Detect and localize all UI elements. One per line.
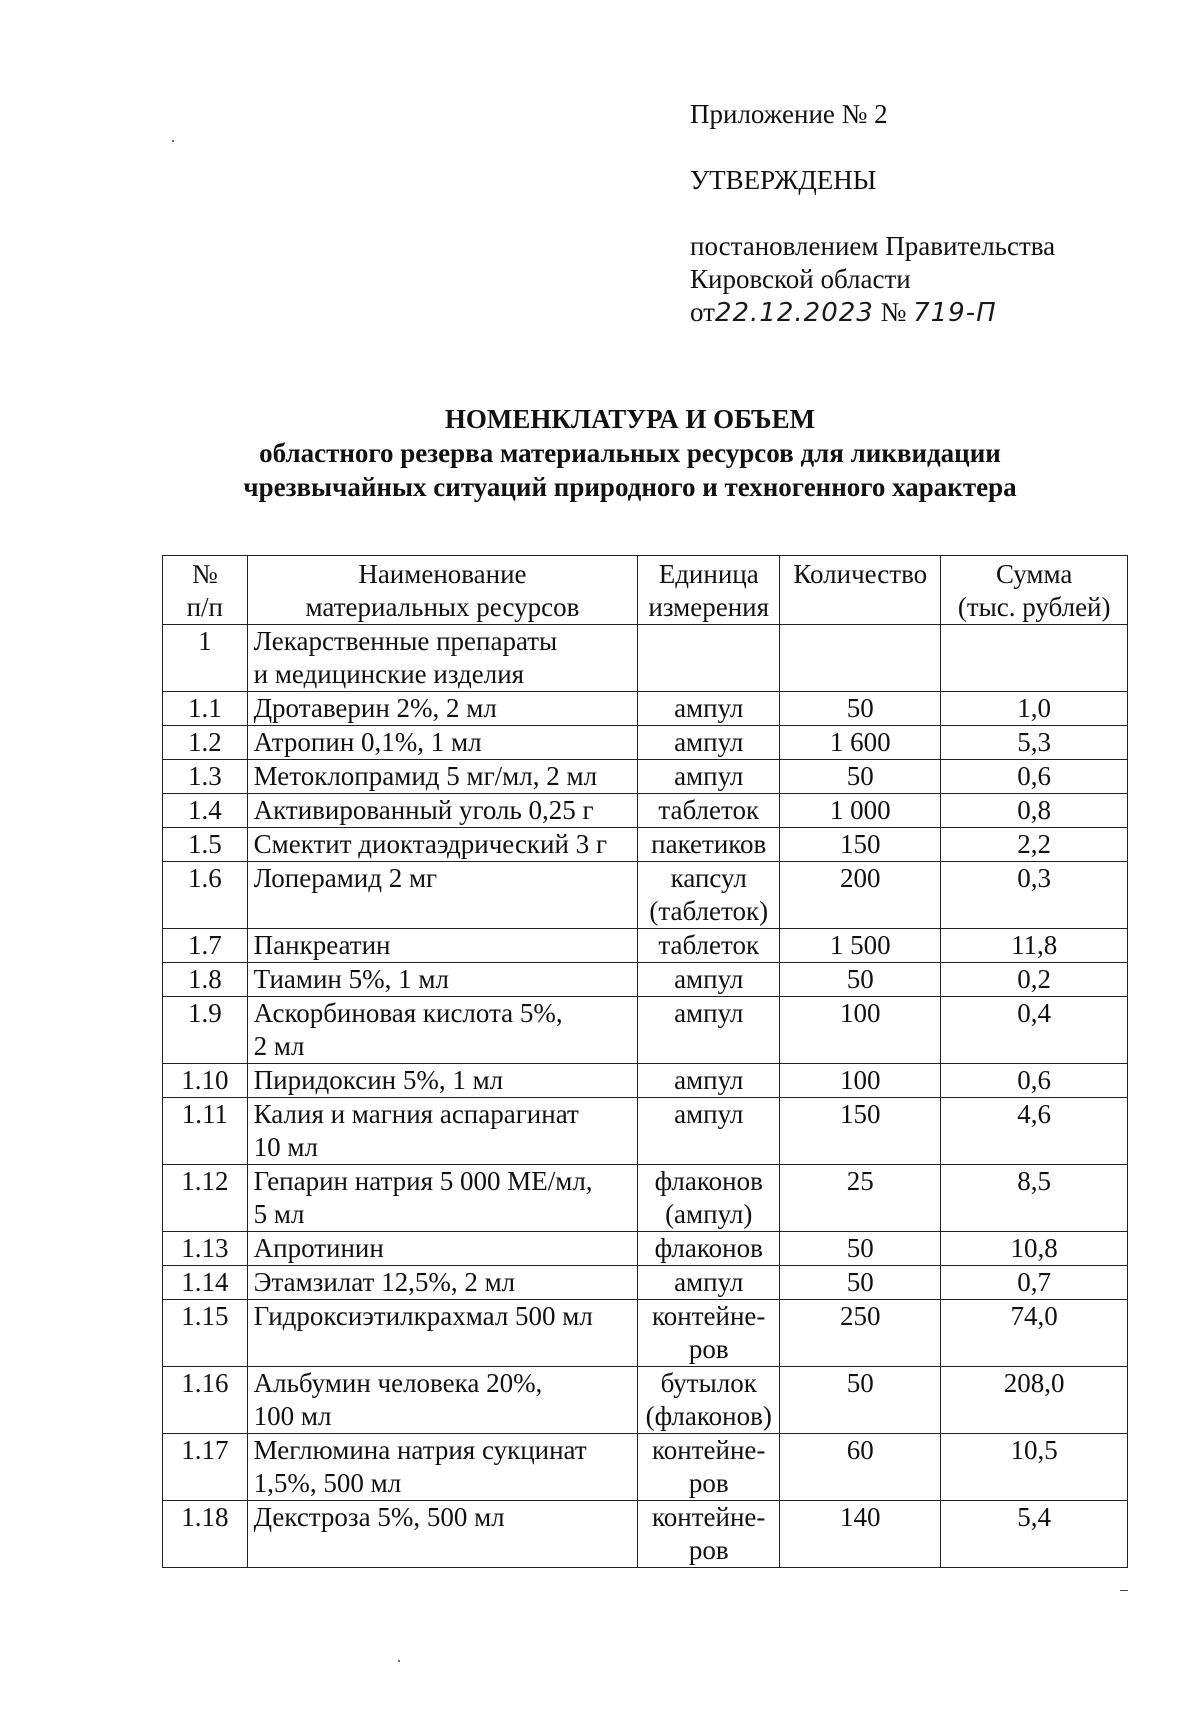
cell-name: Атропин 0,1%, 1 мл bbox=[247, 726, 638, 760]
scan-speck bbox=[1120, 1590, 1128, 1591]
cell-unit: таблеток bbox=[638, 929, 780, 963]
table-row bbox=[163, 1434, 1128, 1501]
cell-unit: капсул (таблеток) bbox=[638, 862, 780, 929]
table-row bbox=[163, 1501, 1128, 1568]
cell-name: Смектит диоктаэдрический 3 г bbox=[247, 828, 638, 862]
table-row bbox=[163, 862, 1128, 929]
cell-name: Гепарин натрия 5 000 МЕ/мл, 5 мл bbox=[247, 1165, 638, 1232]
cell-sum: 208,0 bbox=[941, 1367, 1128, 1434]
cell-qty: 1 000 bbox=[780, 794, 941, 828]
cell-qty: 1 600 bbox=[780, 726, 941, 760]
cell-qty: 50 bbox=[780, 963, 941, 997]
table-row bbox=[163, 997, 1128, 1064]
cell-num: 1.11 bbox=[163, 1098, 248, 1165]
document-title bbox=[0, 402, 1200, 504]
cell-name: Активированный уголь 0,25 г bbox=[247, 794, 638, 828]
number-prefix: № bbox=[880, 297, 907, 327]
cell-qty: 250 bbox=[780, 1300, 941, 1367]
appendix-label: Приложение № 2 bbox=[690, 99, 888, 129]
cell-sum: 5,3 bbox=[941, 726, 1128, 760]
title-sub-line-2: чрезвычайных ситуаций природного и техногенного характера bbox=[243, 472, 1017, 502]
table-row bbox=[163, 1165, 1128, 1232]
cell-sum: 4,6 bbox=[941, 1098, 1128, 1165]
header-unit: Единица измерения bbox=[638, 556, 780, 625]
cell-num: 1.17 bbox=[163, 1434, 248, 1501]
table-row bbox=[163, 1098, 1128, 1165]
scan-speck bbox=[172, 140, 174, 142]
cell-num: 1.10 bbox=[163, 1064, 248, 1098]
cell-unit: ампул bbox=[638, 726, 780, 760]
cell-qty: 50 bbox=[780, 692, 941, 726]
cell-num: 1.12 bbox=[163, 1165, 248, 1232]
table-header-row bbox=[163, 556, 1128, 625]
cell-sum: 11,8 bbox=[941, 929, 1128, 963]
cell-unit: флаконов (ампул) bbox=[638, 1165, 780, 1232]
table-row bbox=[163, 1367, 1128, 1434]
table-row bbox=[163, 1064, 1128, 1098]
cell-name: Метоклопрамид 5 мг/мл, 2 мл bbox=[247, 760, 638, 794]
cell-num: 1.13 bbox=[163, 1232, 248, 1266]
cell-qty: 100 bbox=[780, 1064, 941, 1098]
cell-name: Лекарственные препараты и медицинские изделия bbox=[247, 625, 638, 692]
cell-sum: 0,4 bbox=[941, 997, 1128, 1064]
cell-unit: ампул bbox=[638, 963, 780, 997]
cell-sum: 5,4 bbox=[941, 1501, 1128, 1568]
cell-unit: контейне- ров bbox=[638, 1434, 780, 1501]
cell-sum bbox=[941, 625, 1128, 692]
cell-sum: 2,2 bbox=[941, 828, 1128, 862]
table-row bbox=[163, 963, 1128, 997]
cell-num: 1.8 bbox=[163, 963, 248, 997]
table-row bbox=[163, 929, 1128, 963]
decree-line-1: постановлением Правительства bbox=[690, 231, 1056, 261]
approved-label: УТВЕРЖДЕНЫ bbox=[690, 165, 877, 195]
cell-name: Пиридоксин 5%, 1 мл bbox=[247, 1064, 638, 1098]
cell-name: Меглюмина натрия сукцинат 1,5%, 500 мл bbox=[247, 1434, 638, 1501]
cell-sum: 0,8 bbox=[941, 794, 1128, 828]
cell-qty: 140 bbox=[780, 1501, 941, 1568]
cell-unit: флаконов bbox=[638, 1232, 780, 1266]
cell-name: Панкреатин bbox=[247, 929, 638, 963]
cell-sum: 0,3 bbox=[941, 862, 1128, 929]
cell-name: Аскорбиновая кислота 5%, 2 мл bbox=[247, 997, 638, 1064]
cell-unit: контейне- ров bbox=[638, 1501, 780, 1568]
table-row bbox=[163, 1266, 1128, 1300]
date-prefix: от bbox=[690, 297, 715, 327]
cell-unit: бутылок (флаконов) bbox=[638, 1367, 780, 1434]
handwritten-date: 22.12.2023 bbox=[714, 298, 874, 328]
decree-line-2: Кировской области bbox=[690, 264, 911, 294]
decree-date-line bbox=[690, 296, 1130, 330]
cell-qty: 25 bbox=[780, 1165, 941, 1232]
cell-qty: 1 500 bbox=[780, 929, 941, 963]
cell-qty: 50 bbox=[780, 1367, 941, 1434]
cell-num: 1.4 bbox=[163, 794, 248, 828]
resources-table bbox=[162, 555, 1128, 1568]
scan-speck bbox=[398, 1660, 400, 1662]
cell-num: 1.18 bbox=[163, 1501, 248, 1568]
cell-unit bbox=[638, 625, 780, 692]
title-main: НОМЕНКЛАТУРА И ОБЪЕМ bbox=[444, 404, 816, 434]
cell-sum: 0,7 bbox=[941, 1266, 1128, 1300]
table-row bbox=[163, 625, 1128, 692]
cell-sum: 8,5 bbox=[941, 1165, 1128, 1232]
cell-num: 1.1 bbox=[163, 692, 248, 726]
cell-unit: ампул bbox=[638, 1266, 780, 1300]
cell-qty: 50 bbox=[780, 1232, 941, 1266]
cell-sum: 10,8 bbox=[941, 1232, 1128, 1266]
cell-qty: 60 bbox=[780, 1434, 941, 1501]
handwritten-number: 719-П bbox=[913, 298, 997, 328]
cell-unit: ампул bbox=[638, 760, 780, 794]
cell-sum: 10,5 bbox=[941, 1434, 1128, 1501]
cell-name: Декстроза 5%, 500 мл bbox=[247, 1501, 638, 1568]
cell-sum: 0,2 bbox=[941, 963, 1128, 997]
cell-qty: 200 bbox=[780, 862, 941, 929]
cell-qty: 50 bbox=[780, 760, 941, 794]
cell-sum: 0,6 bbox=[941, 1064, 1128, 1098]
cell-unit: таблеток bbox=[638, 794, 780, 828]
cell-name: Лоперамид 2 мг bbox=[247, 862, 638, 929]
cell-unit: ампул bbox=[638, 1098, 780, 1165]
table-row bbox=[163, 828, 1128, 862]
cell-name: Апротинин bbox=[247, 1232, 638, 1266]
cell-num: 1.7 bbox=[163, 929, 248, 963]
cell-unit: пакетиков bbox=[638, 828, 780, 862]
table-row bbox=[163, 794, 1128, 828]
cell-unit: контейне- ров bbox=[638, 1300, 780, 1367]
table-row bbox=[163, 760, 1128, 794]
approval-block bbox=[690, 98, 1130, 330]
cell-num: 1.15 bbox=[163, 1300, 248, 1367]
cell-name: Гидроксиэтилкрахмал 500 мл bbox=[247, 1300, 638, 1367]
table-row bbox=[163, 1300, 1128, 1367]
cell-qty: 50 bbox=[780, 1266, 941, 1300]
cell-unit: ампул bbox=[638, 692, 780, 726]
table-row bbox=[163, 1232, 1128, 1266]
cell-sum: 1,0 bbox=[941, 692, 1128, 726]
cell-qty bbox=[780, 625, 941, 692]
cell-name: Калия и магния аспарагинат 10 мл bbox=[247, 1098, 638, 1165]
table-row bbox=[163, 692, 1128, 726]
cell-name: Тиамин 5%, 1 мл bbox=[247, 963, 638, 997]
cell-unit: ампул bbox=[638, 997, 780, 1064]
title-sub-line-1: областного резерва материальных ресурсов для ликвидации bbox=[259, 438, 1001, 468]
cell-sum: 0,6 bbox=[941, 760, 1128, 794]
cell-num: 1.16 bbox=[163, 1367, 248, 1434]
header-name: Наименование материальных ресурсов bbox=[247, 556, 638, 625]
cell-unit: ампул bbox=[638, 1064, 780, 1098]
cell-name: Этамзилат 12,5%, 2 мл bbox=[247, 1266, 638, 1300]
cell-qty: 150 bbox=[780, 1098, 941, 1165]
table-body bbox=[163, 625, 1128, 1568]
cell-num: 1.9 bbox=[163, 997, 248, 1064]
cell-num: 1 bbox=[163, 625, 248, 692]
cell-qty: 150 bbox=[780, 828, 941, 862]
cell-qty: 100 bbox=[780, 997, 941, 1064]
cell-num: 1.6 bbox=[163, 862, 248, 929]
table-row bbox=[163, 726, 1128, 760]
cell-num: 1.2 bbox=[163, 726, 248, 760]
header-sum: Сумма (тыс. рублей) bbox=[941, 556, 1128, 625]
cell-num: 1.5 bbox=[163, 828, 248, 862]
header-num: № п/п bbox=[163, 556, 248, 625]
cell-num: 1.3 bbox=[163, 760, 248, 794]
header-qty: Количество bbox=[780, 556, 941, 625]
cell-sum: 74,0 bbox=[941, 1300, 1128, 1367]
cell-name: Альбумин человека 20%, 100 мл bbox=[247, 1367, 638, 1434]
cell-name: Дротаверин 2%, 2 мл bbox=[247, 692, 638, 726]
cell-num: 1.14 bbox=[163, 1266, 248, 1300]
